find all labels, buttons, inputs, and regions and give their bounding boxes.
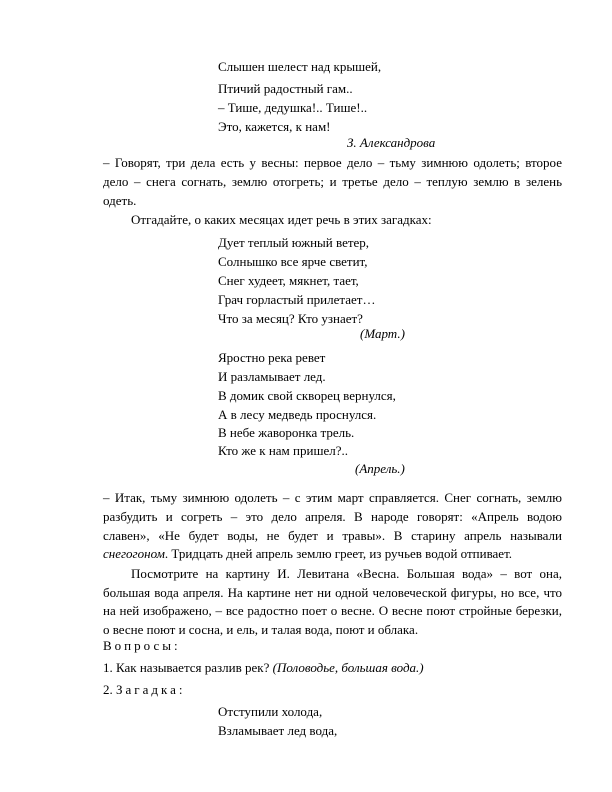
riddle-line: И разламывает лед. <box>218 369 326 384</box>
riddle-line: Снег худеет, мякнет, тает, <box>218 273 359 288</box>
riddle-line: Солнышко все ярче светит, <box>218 254 368 269</box>
question-number: 2. <box>103 682 116 697</box>
paragraph-line <box>103 546 512 561</box>
question-answer: (Половодье, большая вода.) <box>272 660 424 675</box>
poem-line: Слышен шелест над крышей, <box>218 59 382 74</box>
question-1 <box>103 660 424 675</box>
paragraph-text: . Тридцать дней апрель землю греет, из ручьев водой отпивает. <box>164 546 513 561</box>
poem-line: Птичий радостный гам.. <box>218 81 353 96</box>
riddle-line: А в лесу медведь проснулся. <box>218 407 377 422</box>
paragraph-line: дело – снега согнать, землю отогреть; и третье дело – теплую землю в зелень <box>103 174 562 189</box>
paragraph-line: – Итак, тьму зимнюю одолеть – с этим март справляется. Снег согнать, землю <box>103 490 562 505</box>
paragraph-line: на ней изображено, – все радостно поет о весне. О весне поют стройные березки, <box>103 603 562 618</box>
paragraph-line: одеть. <box>103 193 137 208</box>
poem-line: – Тише, дедушка!.. Тише!.. <box>218 100 368 115</box>
riddle-line: В домик свой скворец вернулся, <box>218 388 396 403</box>
paragraph-line: славен», «Не будет воды, не будет и травы». В старину апрель называли <box>103 528 562 543</box>
paragraph-line: о весне поют и сосна, и ель, и талая вода, поют и облака. <box>103 622 419 637</box>
paragraph-line: большая вода апреля. На картине нет ни одной человеческой фигуры, но все, что <box>103 585 562 600</box>
paragraph-line: разбудить и согреть – это дело апреля. В народе говорят: «Апрель водою <box>103 509 562 524</box>
riddle-line: Грач горластый прилетает… <box>218 292 376 307</box>
riddle-line: Яростно река ревет <box>218 350 326 365</box>
poem-line: Это, кажется, к нам! <box>218 119 331 134</box>
question-text: 1. Как называется разлив рек? <box>103 660 273 675</box>
riddle-line: Что за месяц? Кто узнает? <box>218 311 363 326</box>
question-label: Загадка: <box>116 682 186 697</box>
riddle-line: В небе жаворонка трель. <box>218 425 355 440</box>
riddle-line: Взламывает лед вода, <box>218 723 338 738</box>
question-2 <box>103 682 186 697</box>
paragraph-line: Посмотрите на картину И. Левитана «Весна. Большая вода» – вот она, <box>131 566 562 581</box>
italic-term: снегогоном <box>103 546 165 561</box>
riddle-line: Отступили холода, <box>218 704 323 719</box>
riddle-answer: (Март.) <box>360 326 405 341</box>
paragraph-line: – Говорят, три дела есть у весны: первое дело – тьму зимнюю одолеть; второе <box>103 155 562 170</box>
riddle-line: Кто же к нам пришел?.. <box>218 443 348 458</box>
poem-author: З. Александрова <box>347 135 436 150</box>
riddle-answer: (Апрель.) <box>355 461 405 476</box>
riddle-line: Дует теплый южный ветер, <box>218 235 370 250</box>
questions-heading: Вопросы: <box>103 638 181 653</box>
riddles-intro: Отгадайте, о каких месяцах идет речь в этих загадках: <box>131 212 432 227</box>
